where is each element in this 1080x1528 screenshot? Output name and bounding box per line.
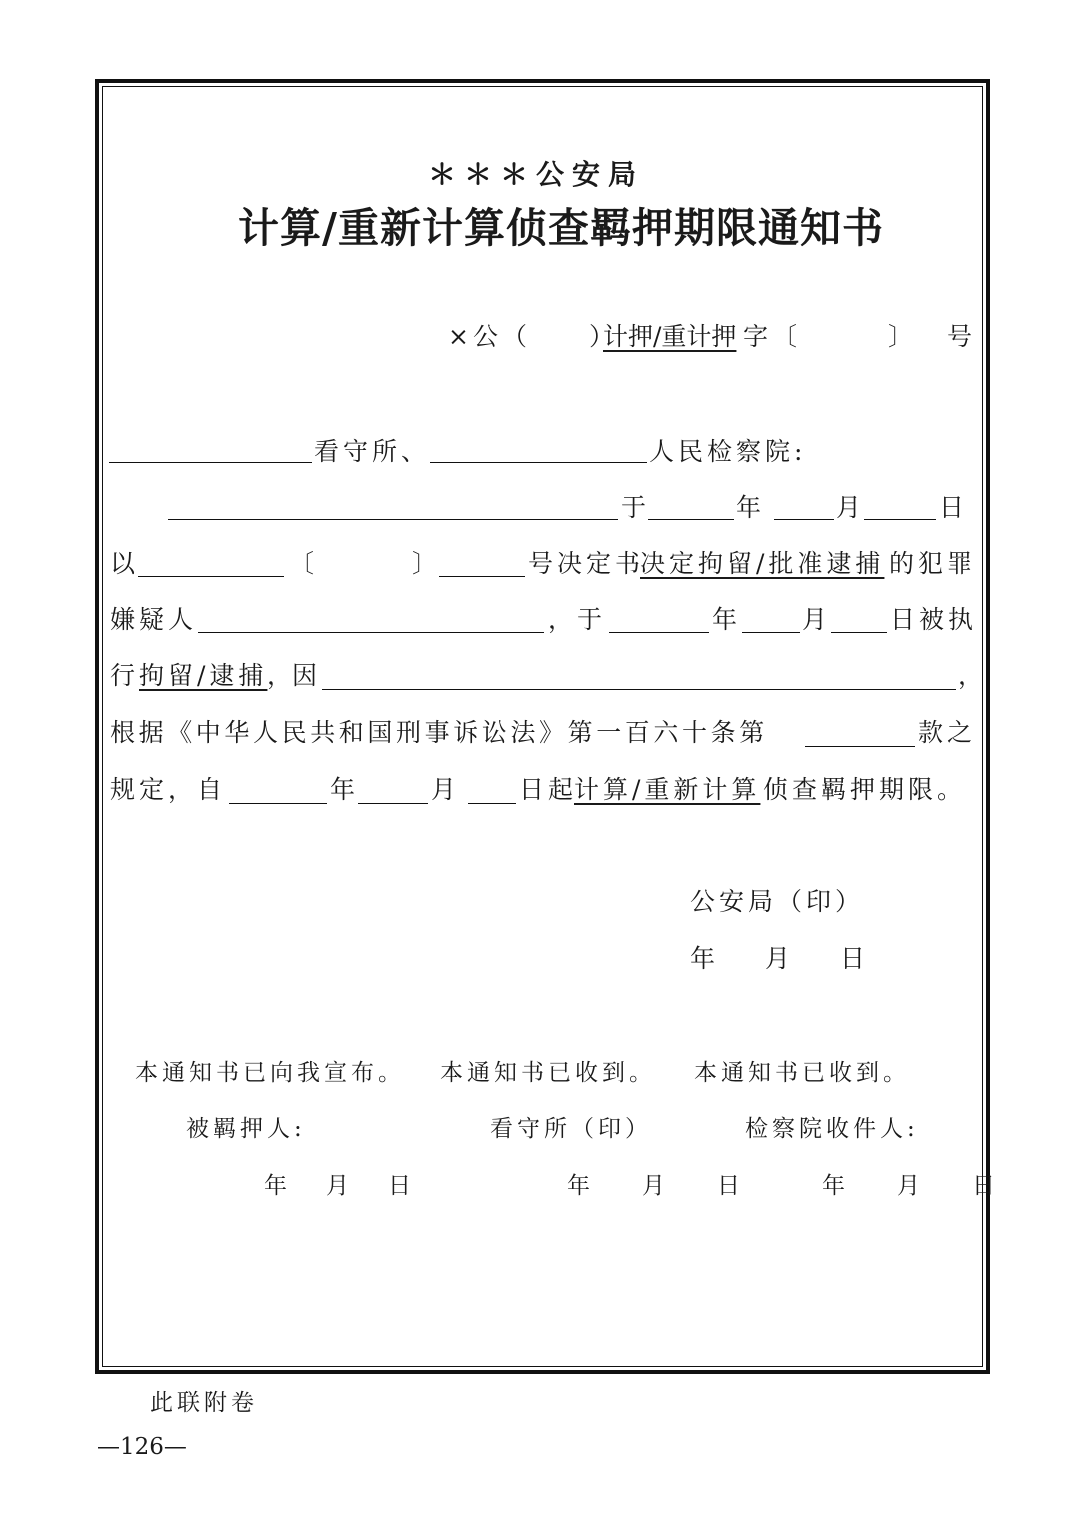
line7-month: 月 — [431, 775, 457, 804]
line7-year: 年 — [330, 775, 356, 804]
doc-number-prefix: ×公（ ） — [448, 322, 618, 351]
line7-day: 日起 — [519, 775, 578, 804]
line3-bracket-left: 〔 — [289, 549, 315, 578]
line4-yu: ，于 — [548, 605, 607, 634]
reason-blank — [322, 689, 956, 690]
start-month-blank — [358, 803, 428, 804]
receipt-note-detainee: 本通知书已向我宣布。 — [135, 1060, 405, 1086]
detention-center-seal-label: 看守所（印） — [490, 1116, 652, 1142]
line5-xing: 行 — [110, 661, 136, 690]
line3-end: 的犯罪 — [889, 549, 977, 578]
line7-start: 规定，自 — [110, 775, 227, 804]
execution-month-blank — [742, 632, 800, 633]
line3-bracket-right: 〕 — [412, 549, 438, 578]
receipt-note-procuratorate: 本通知书已收到。 — [694, 1060, 910, 1086]
suspect-name-blank — [198, 632, 544, 633]
line6-legal-basis: 根据《中华人民共和国刑事诉讼法》第一百六十条第 — [110, 718, 768, 747]
addressee-procuratorate: 人民检察院: — [649, 437, 807, 466]
line3-yi: 以 — [110, 549, 136, 578]
detainee-receipt-date: 年 月 日 — [264, 1173, 419, 1199]
line5-because: ，因 — [267, 661, 318, 690]
line5-end: ， — [958, 661, 984, 690]
start-year-blank — [229, 803, 327, 804]
doc-number-middle: 字〔 〕 — [743, 322, 918, 351]
line2-day: 日 — [939, 493, 965, 522]
detention-center-blank — [109, 462, 312, 463]
line7-calc-type: 计算/重新计算 — [574, 775, 761, 804]
execution-day-blank — [831, 632, 887, 633]
decision-doc-prefix-blank — [138, 576, 284, 577]
issue-date: 年 月 日 — [690, 944, 866, 973]
line2-month: 月 — [836, 493, 862, 522]
document-title: 计算/重新计算侦查羁押期限通知书 — [238, 204, 884, 252]
addressee-detention-center: 看守所、 — [314, 437, 431, 466]
line4-end: 日被执 — [890, 605, 978, 634]
execution-year-blank — [609, 632, 709, 633]
decision-month-blank — [774, 519, 834, 520]
line2-yu: 于 — [621, 493, 647, 522]
issuing-authority-blank — [168, 519, 618, 520]
decision-year-blank — [648, 519, 734, 520]
line5-measure: 拘留/逮捕 — [139, 661, 268, 690]
doc-number-suffix: 号 — [947, 322, 973, 351]
line4-year: 年 — [712, 605, 738, 634]
copy-note: 此联附卷 — [150, 1390, 258, 1416]
doc-number-type: 计押/重计押 — [603, 322, 737, 351]
line3-decision-doc: 号决定书 — [528, 549, 645, 578]
line6-end: 款之 — [918, 718, 977, 747]
decision-day-blank — [864, 519, 936, 520]
detention-center-receipt-date: 年 月 日 — [567, 1173, 742, 1199]
detainee-signature-label: 被羁押人: — [186, 1116, 306, 1142]
procuratorate-recipient-label: 检察院收件人: — [745, 1116, 919, 1142]
line7-end: 侦查羁押期限。 — [763, 775, 967, 804]
procuratorate-receipt-date: 年 月 日 — [822, 1173, 997, 1199]
procuratorate-blank — [430, 462, 647, 463]
line4-suspect: 嫌疑人 — [110, 605, 198, 634]
decision-doc-number-blank — [439, 576, 525, 577]
issuing-agency: ＊＊＊公安局 — [428, 158, 645, 191]
receipt-note-detention-center: 本通知书已收到。 — [440, 1060, 656, 1086]
clause-number-blank — [805, 746, 915, 747]
start-day-blank — [468, 803, 516, 804]
public-security-seal: 公安局（印） — [690, 887, 865, 916]
line2-year: 年 — [736, 493, 762, 522]
line4-month: 月 — [802, 605, 828, 634]
line3-measure: 决定拘留/批准逮捕 — [640, 549, 885, 578]
page-number: —126— — [97, 1434, 187, 1460]
